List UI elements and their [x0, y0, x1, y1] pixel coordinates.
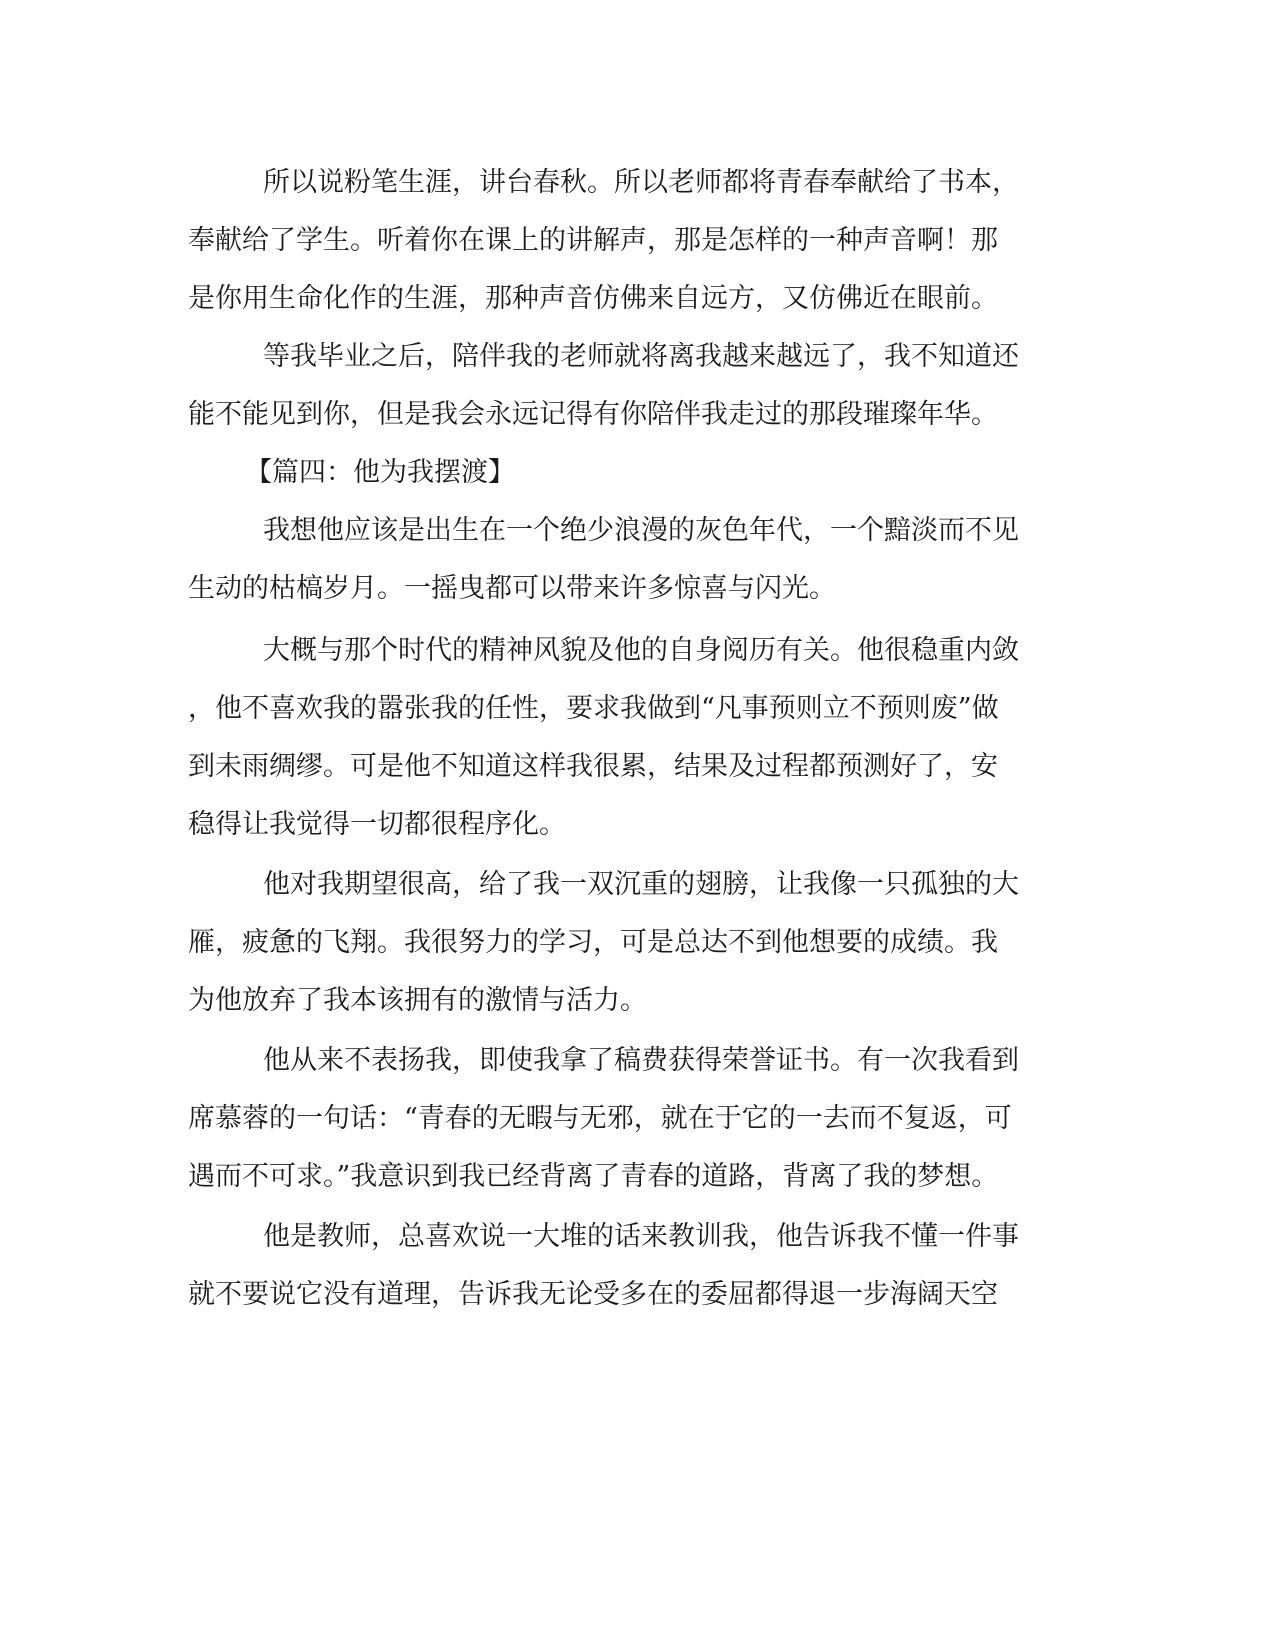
- paragraph-line: 能不能见到你，但是我会永远记得有你陪伴我走过的那段璀璨年华。: [188, 399, 998, 430]
- paragraph-line: 等我毕业之后，陪伴我的老师就将离我越来越远了，我不知道还: [263, 341, 1019, 372]
- paragraph-line: 雁，疲惫的飞翔。我很努力的学习，可是总达不到他想要的成绩。我: [188, 927, 998, 958]
- paragraph-line: 席慕蓉的一句话：“青春的无暇与无邪，就在于它的一去而不复返，可: [188, 1103, 1012, 1134]
- paragraph-line: 到未雨绸缪。可是他不知道这样我很累，结果及过程都预测好了，安: [188, 751, 998, 782]
- paragraph-line: 是你用生命化作的生涯，那种声音仿佛来自远方，又仿佛近在眼前。: [188, 283, 998, 314]
- paragraph-line: 他是教师，总喜欢说一大堆的话来教训我，他告诉我不懂一件事: [263, 1221, 1019, 1252]
- paragraph-line: 我想他应该是出生在一个绝少浪漫的灰色年代，一个黯淡而不见: [263, 515, 1019, 546]
- paragraph-line: 遇而不可求。”我意识到我已经背离了青春的道路，背离了我的梦想。: [188, 1161, 999, 1192]
- paragraph-line: 为他放弃了我本该拥有的激情与活力。: [188, 985, 647, 1016]
- paragraph-line: 就不要说它没有道理，告诉我无论受多在的委屈都得退一步海阔天空: [188, 1279, 998, 1310]
- paragraph-line: ，他不喜欢我的嚣张我的任性，要求我做到“凡事预则立不预则废”做: [188, 693, 999, 724]
- paragraph-line: 稳得让我觉得一切都很程序化。: [188, 809, 566, 840]
- paragraph-line: 所以说粉笔生涯，讲台春秋。所以老师都将青春奉献给了书本，: [263, 167, 1019, 198]
- paragraph-line: 奉献给了学生。听着你在课上的讲解声，那是怎样的一种声音啊！那: [188, 225, 998, 256]
- paragraph-line: 生动的枯槁岁月。一摇曳都可以带来许多惊喜与闪光。: [188, 573, 836, 604]
- paragraph-line: 他从来不表扬我，即使我拿了稿费获得荣誉证书。有一次我看到: [263, 1045, 1019, 1076]
- section-heading: 【篇四：他为我摆渡】: [245, 457, 515, 488]
- paragraph-line: 他对我期望很高，给了我一双沉重的翅膀，让我像一只孤独的大: [263, 869, 1019, 900]
- paragraph-line: 大概与那个时代的精神风貌及他的自身阅历有关。他很稳重内敛: [263, 635, 1019, 666]
